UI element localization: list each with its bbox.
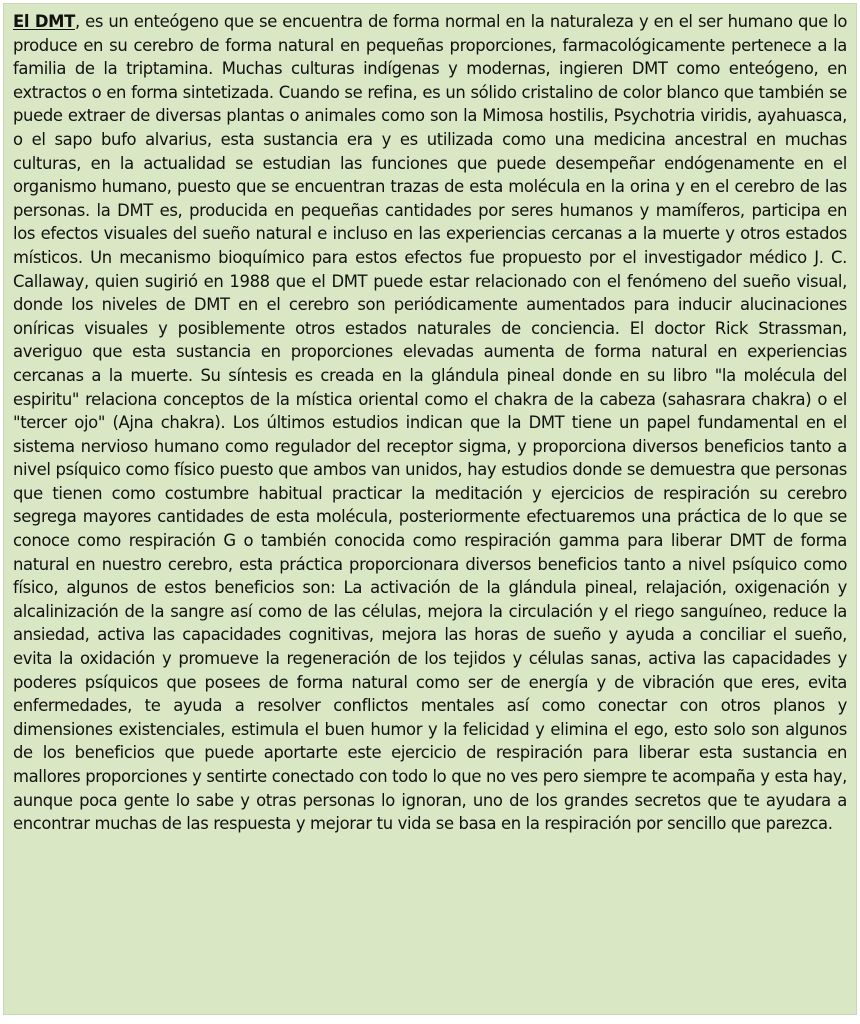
paragraph-body: , es un enteógeno que se encuentra de forma normal en la naturaleza y en el ser humano que lo produce en su cerebro de forma natural en pequeñas proporciones, farmacológicamente pertenece a la familia de la triptamina. Muchas culturas indígenas y modernas, ingieren DMT como enteógeno, en extractos o en forma sintetizada. Cuando se refina, es un sólido cristalino de color blanco que también se puede extraer de diversas plantas o animales como son la Mimosa hostilis, Psychotria viridis, ayahuasca, o el sapo bufo alvarius, esta sustancia era y es utilizada como una medicina ancestral en muchas culturas, en la actualidad se estudian las funciones que puede desempeñar endógenamente en el organismo humano, puesto que se encuentran trazas de esta molécula en la orina y en el cerebro de las personas. la DMT es, producida en pequeñas cantidades por seres humanos y mamíferos, participa en los efectos visuales del sueño natural e incluso en las experiencias cercanas a la muerte y otros estados místicos. Un mecanismo bioquímico para estos efectos fue propuesto por el investigador médico J. C. Callaway, quien sugirió en 1988 que el DMT puede estar relacionado con el fenómeno del sueño visual, donde los niveles de DMT en el cerebro son periódicamente aumentados para inducir alucinaciones oníricas visuales y posiblemente otros estados naturales de conciencia. El doctor Rick Strassman, averiguo que esta sustancia en proporciones elevadas aumenta de forma natural en experiencias cercanas a la muerte. Su síntesis es creada en la glándula pineal donde en su libro "la molécula del espiritu" relaciona conceptos de la mística oriental como el chakra de la cabeza (sahasrara chakra) o el "tercer ojo" (Ajna chakra). Los últimos estudios indican que la DMT tiene un papel fundamental en el sistema nervioso humano como regulador del receptor sigma, y proporciona diversos beneficios tanto a nivel psíquico como físico puesto que ambos van unidos, hay estudios donde se demuestra que personas que tienen como costumbre habitual practicar la meditación y ejercicios de respiración su cerebro segrega mayores cantidades de esta molécula, posteriormente efectuaremos una práctica de lo que se conoce como respiración G o también conocida como respiración gamma para liberar DMT de forma natural en nuestro cerebro, esta práctica proporcionara diversos beneficios tanto a nivel psíquico como físico, algunos de estos beneficios son: La activación de la glándula pineal, relajación, oxigenación y alcalinización de la sangre así como de las células, mejora la circulación y el riego sanguíneo, reduce la ansiedad, activa las capacidades cognitivas, mejora las horas de sueño y ayuda a conciliar el sueño, evita la oxidación y promueve la regeneración de los tejidos y células sanas, activa las capacidades y poderes psíquicos que posees de forma natural como ser de energía y de vibración que eres, evita enfermedades, te ayuda a resolver conflictos mentales así como conectar con otros planos y dimensiones existenciales, estimula el buen humor y la felicidad y elimina el ego, esto solo son algunos de los beneficios que puede aportarte este ejercicio de respiración para liberar esta sustancia en mallores proporciones y sentirte conectado con todo lo que no ves pero siempre te acompaña y esta hay, aunque poca gente lo sabe y otras personas lo ignoran, uno de los grandes secretos que te ayudara a encontrar muchas de las respuesta y mejorar tu vida se basa en la respiración por sencillo que parezca. — [13, 12, 847, 834]
document-paragraph — [4, 4, 856, 836]
document-page — [3, 3, 857, 1015]
title-term: El DMT — [13, 12, 75, 31]
